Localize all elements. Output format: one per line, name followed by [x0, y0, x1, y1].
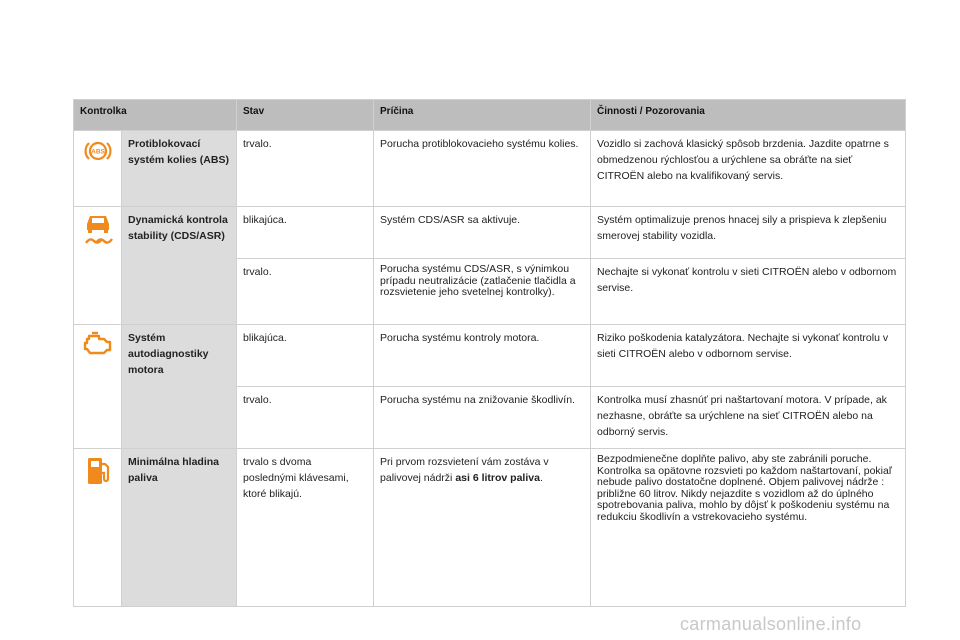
action-cell: Bezpodmienečne doplňte palivo, aby ste zabránili poruche. Kontrolka sa opätovne rozsvieti po každom naštartovaní, pokiaľ nebude palivo dostatočne doplnené. Objem palivovej nádrže : približne 60 litrov. Nikdy nejazdite s vozidlom až do úplného spotrebovania paliva, mohlo by dôjsť k poškodeniu systému na redukciu škodlivín a vstrekovacieho systému. [591, 449, 906, 607]
indicator-name-abs: Protiblokovací systém kolies (ABS) [122, 131, 237, 207]
action-cell: Vozidlo si zachová klasický spôsob brzdenia. Jazdite opatrne s obmedzenou rýchlosťou a urýchlene sa obráťte na sieť CITROËN alebo na kvalifikovaný servis. [591, 131, 906, 207]
state-cell: blikajúca. [237, 325, 374, 387]
header-state: Stav [237, 100, 374, 131]
icon-cell [74, 207, 122, 325]
indicator-name-cds-asr: Dynamická kontrola stability (CDS/ASR) [122, 207, 237, 325]
action-cell: Kontrolka musí zhasnúť pri naštartovaní motora. V prípade, ak nezhasne, obráťte sa urýchlene na sieť CITROËN alebo na odborný servis. [591, 387, 906, 449]
cause-text: Pri prvom rozsvietení vám zostáva v palivovej nádrži [380, 456, 549, 484]
abs-warning-icon [83, 148, 113, 169]
state-cell: trvalo. [237, 387, 374, 449]
watermark: carmanualsonline.info [680, 614, 862, 634]
indicator-name-fuel: Minimálna hladina paliva [122, 449, 237, 607]
table-row [74, 449, 906, 607]
table-row [74, 131, 906, 207]
state-cell: trvalo. [237, 259, 374, 325]
fuel-amount: asi 6 litrov paliva [455, 472, 540, 484]
action-cell: Riziko poškodenia katalyzátora. Nechajte si vykonať kontrolu v sieti CITROËN alebo v odbornom servise. [591, 325, 906, 387]
cause-cell: Systém CDS/ASR sa aktivuje. [374, 207, 591, 259]
icon-cell [74, 131, 122, 207]
warning-lights-table [73, 99, 906, 607]
skidding-car-icon [82, 237, 114, 249]
fuel-pump-icon [85, 477, 111, 489]
cause-cell: Porucha systému CDS/ASR, s výnimkou prípadu neutralizácie (zatlačenie tlačidla a rozsvietenie jeho svetelnej kontrolky). [374, 259, 591, 325]
svg-text:ABS: ABS [90, 148, 105, 156]
cause-cell: Porucha protiblokovacieho systému kolies. [374, 131, 591, 207]
table-row [74, 207, 906, 259]
state-cell: trvalo s dvoma poslednými klávesami, ktoré blikajú. [237, 449, 374, 607]
table-header-row [74, 100, 906, 131]
cause-cell: Porucha systému na znižovanie škodlivín. [374, 387, 591, 449]
indicator-name-engine: Systém autodiagnostiky motora [122, 325, 237, 449]
engine-check-icon [82, 347, 114, 359]
header-action: Činnosti / Pozorovania [591, 100, 906, 131]
cause-suffix: . [539, 472, 543, 484]
state-cell: blikajúca. [237, 207, 374, 259]
cause-cell: Porucha systému kontroly motora. [374, 325, 591, 387]
state-cell: trvalo. [237, 131, 374, 207]
header-indicator: Kontrolka [74, 100, 237, 131]
action-cell: Nechajte si vykonať kontrolu v sieti CITROËN alebo v odbornom servise. [591, 259, 906, 325]
action-cell: Systém optimalizuje prenos hnacej sily a prispieva k zlepšeniu smerovej stability vozidla. [591, 207, 906, 259]
cause-cell [374, 449, 591, 607]
icon-cell [74, 325, 122, 449]
header-cause: Príčina [374, 100, 591, 131]
icon-cell [74, 449, 122, 607]
table-row [74, 325, 906, 387]
